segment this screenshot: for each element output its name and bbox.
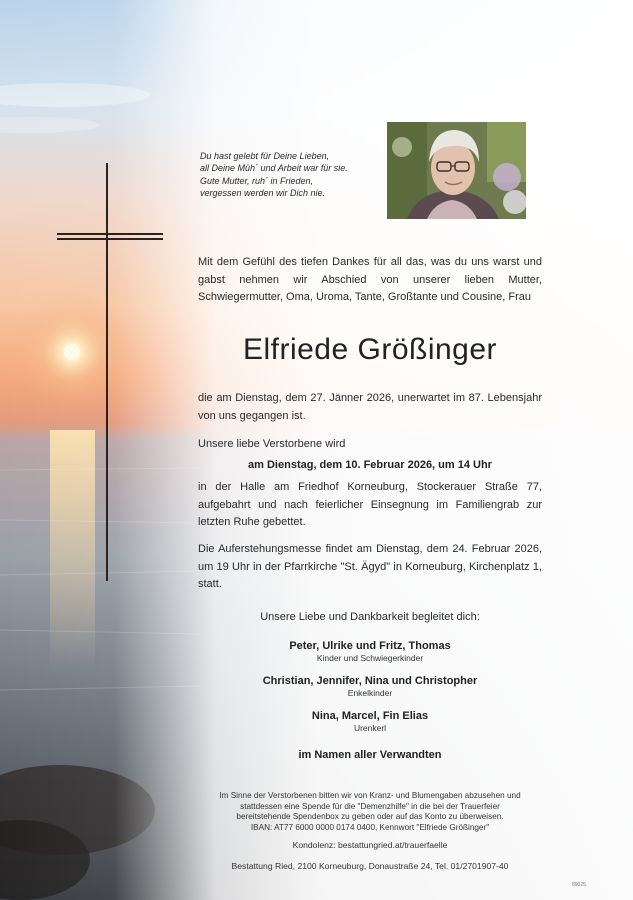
poem-line: vergessen werden wir Dich nie. [200, 188, 326, 199]
cross-horizontal [57, 238, 163, 240]
donation-line: bereitstehende Spendenbox zu geben oder auf das Konto zu überweisen. [236, 812, 504, 822]
family-names: Peter, Ulrike und Fritz, Thomas [289, 640, 451, 652]
cross-vertical [106, 163, 108, 581]
family-group [198, 639, 542, 664]
deceased-name: Elfriede Größinger [242, 333, 498, 366]
donation-line: IBAN: AT77 6000 0000 0174 0400, Kennwort "Elfriede Größinger" [250, 822, 490, 832]
portrait-photo [387, 122, 526, 219]
poem-line: Gute Mutter, ruh´ in Frieden, [200, 175, 314, 186]
funeral-home-info: Bestattung Ried, 2100 Korneuburg, Donaustraße 24, Tel. 01/2701907-40 [231, 861, 509, 871]
closing-line: im Namen aller Verwandten [298, 749, 442, 761]
funeral-label: Unsere liebe Verstorbene wird [198, 438, 346, 450]
mass-paragraph: Die Auferstehungsmesse findet am Dienstag, dem 24. Februar 2026, um 19 Uhr in der Pfarrkirche "St. Ägyd" in Korneuburg, Kirchenplatz 1, statt. [198, 543, 542, 590]
poem [200, 150, 380, 200]
donation-line: Im Sinne der Verstorbenen bitten wir von Kranz- und Blumengaben abzusehen und [219, 791, 521, 800]
poem-line: Du hast gelebt für Deine Lieben, [200, 151, 330, 161]
family-relation: Enkelkinder [347, 688, 393, 698]
family-names: Nina, Marcel, Fin Elias [311, 710, 429, 722]
family-relation: Kinder und Schwiegerkinder [316, 653, 424, 663]
family-group [198, 674, 542, 699]
family-relation: Urenkerl [353, 723, 387, 733]
death-paragraph: die am Dienstag, dem 27. Jänner 2026, unerwartet im 87. Lebensjahr von uns gegangen ist. [198, 392, 542, 422]
intro-paragraph: Mit dem Gefühl des tiefen Dankes für all das, was du uns warst und gabst nehmen wir Abschied von unserer lieben Mutter, Schwiegermutter, Oma, Uroma, Tante, Großtante und Cousine, Frau [198, 256, 542, 303]
mourners-lead: Unsere Liebe und Dankbarkeit begleitet dich: [260, 611, 480, 623]
cross-horizontal [57, 233, 163, 235]
donation-line: stattdessen eine Spende für die "Demenzhilfe" in die bei der Trauerfeier [240, 801, 500, 811]
family-names: Christian, Jennifer, Nina und Christopher [262, 675, 478, 687]
family-group [198, 709, 542, 734]
funeral-date: am Dienstag, dem 10. Februar 2026, um 14 Uhr [248, 459, 492, 471]
condolence-link: Kondolenz: bestattungried.at/trauerfaelle [292, 840, 448, 850]
poem-line: all Deine Müh´ und Arbeit war für sie. [200, 163, 348, 174]
donation-note [190, 791, 550, 833]
funeral-home-logo [592, 881, 628, 888]
funeral-details: in der Halle am Friedhof Korneuburg, Stockerauer Straße 77, aufgebahrt und nach feierlicher Einsegnung im Familiengrab zur letzten Ruhe gebettet. [198, 481, 542, 528]
document-code: 89025 [572, 882, 586, 888]
